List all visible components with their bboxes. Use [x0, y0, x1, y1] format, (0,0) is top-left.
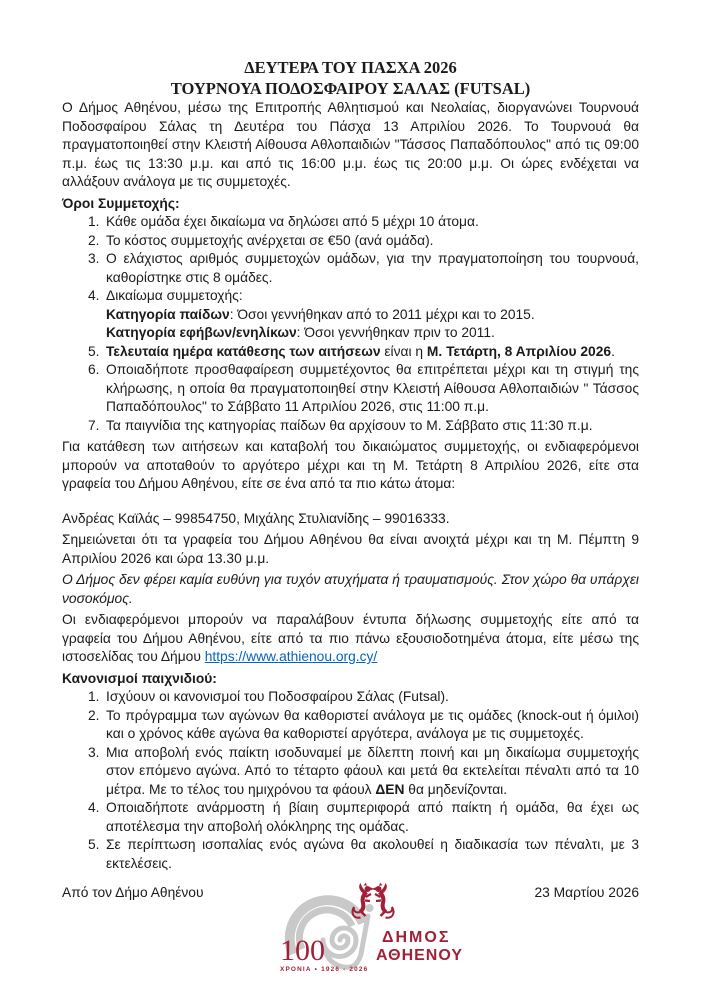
terms-heading: Όροι Συμμετοχής:: [62, 195, 180, 211]
rules-item-4: [62, 799, 639, 836]
terms-item-1-text: Κάθε ομάδα έχει δικαίωμα να δηλώσει από 5 μέχρι 10 άτομα.: [106, 214, 479, 229]
terms-item-7-text: Τα παιγνίδια της κατηγορίας παίδων θα αρχίσουν το Μ. Σάββατο στις 11:30 π.μ.: [106, 417, 593, 433]
list-number: 5.: [88, 343, 100, 359]
rules-item-3: [62, 744, 639, 800]
rules-item-5: [62, 836, 639, 873]
logo-org-line2: ΑΘΗΕΝΟΥ: [376, 947, 464, 964]
list-number: 3.: [88, 251, 100, 266]
terms-item-6: [62, 361, 639, 417]
terms-item-6-text: Οποιαδήποτε προσθαφαίρεση συμμετέχοντος θα επιτρέπεται μέχρι και τη στιγμή της κλήρωσης, η οποία θα πραγματοποιηθεί στην Κλειστή Αίθουσα Αθλοπαιδιών " Τάσσος Παπαδόπουλος" το Σάββατο 11 Απριλίου 2026, στις 11:00 π.μ.: [106, 362, 639, 414]
forms-paragraph-text: Οι ενδιαφερόμενοι μπορούν να παραλάβουν έντυπα δήλωσης συμμετοχής είτε από τα γραφεία του Δήμου Αθηένου, είτε από τα πιο πάνω εξουσιοδοτημένα άτομα, είτε μέσω της ιστοσελίδας του Δήμου: [62, 612, 639, 664]
terms-item-4-intro: Δικαίωμα συμμετοχής:: [106, 288, 243, 303]
disclaimer-paragraph: Ο Δήμος δεν φέρει καμία ευθύνη για τυχόν ατυχήματα ή τραυματισμούς. Στον χώρο θα υπάρχει νοσοκόμος.: [62, 572, 639, 606]
terms-item-2: [62, 232, 639, 251]
terms-list: [62, 213, 639, 435]
list-number: 4.: [88, 800, 100, 815]
category-children-text: : Όσοι γεννήθηκαν από το 2011 μέχρι και το 2015.: [229, 306, 535, 322]
category-adults-label: Κατηγορία εφήβων/ενηλίκων: [106, 325, 297, 340]
rules-item-4-text: Οποιαδήποτε ανάρμοστη ή βίαιη συμπεριφορά από παίκτη ή ομάδα, θα έχει ως αποτέλεσμα την αποβολή ολόκληρης της ομάδας.: [106, 800, 639, 834]
terms-item-5: [62, 343, 639, 362]
deadline-mid: είναι η: [380, 343, 427, 359]
deadline-label: Τελευταία ημέρα κατάθεσης των αιτήσεων: [106, 343, 381, 359]
page-title: ΔΕΥΤΕΡΑ ΤΟΥ ΠΑΣΧΑ 2026: [244, 58, 457, 77]
list-number: 5.: [88, 837, 100, 852]
rules-item-1-text: Ισχύουν οι κανονισμοί του Ποδοσφαίρου Σάλας (Futsal).: [106, 689, 449, 704]
rules-item-2: [62, 707, 639, 744]
rules-item-2-text: Το πρόγραμμα των αγώνων θα καθοριστεί ανάλογα με τις ομάδες (knock-out ή όμιλοι) και ο χρόνος κάθε αγώνα θα καθοριστεί αργότερα, ανάλογα με τις συμμετοχές.: [106, 707, 639, 741]
list-number: 7.: [88, 417, 100, 433]
municipality-logo: [266, 882, 466, 994]
list-number: 2.: [88, 232, 100, 248]
submission-paragraph: Για κατάθεση των αιτήσεων και καταβολή του δικαιώματος συμμετοχής, οι ενδιαφερόμενοι μπορούν να αποταθούν το αργότερο μέχρι και τη Μ. Τετάρτη 8 Απριλίου 2026, είτε στα γραφεία του Δήμου Αθηένου, είτε σε ένα από τα πιο κάτω άτομα:: [62, 439, 639, 491]
rules-item-3-emphasis: ΔΕΝ: [375, 781, 405, 797]
terms-item-3-text: Ο ελάχιστος αριθμός συμμετοχών ομάδων, για την πραγματοποίηση του τουρνουά, καθορίστηκε στις 8 ομάδες.: [106, 251, 639, 285]
rules-item-5-text: Σε περίπτωση ισοπαλίας ενός αγώνα θα ακολουθεί η διαδικασία των πέναλτι, με 3 εκτελέσεις.: [106, 837, 639, 871]
page-subtitle: ΤΟΥΡΝΟΥΑ ΠΟΔΟΣΦΑΙΡΟΥ ΣΑΛΑΣ (FUTSAL): [170, 79, 531, 98]
category-adults-text: : Όσοι γεννήθηκαν πριν το 2011.: [296, 325, 495, 340]
list-number: 1.: [88, 214, 100, 229]
category-children-label: Κατηγορία παίδων: [106, 306, 230, 322]
griffins-icon: [353, 883, 394, 918]
signature-sender: Από τον Δήμο Αθηένου: [62, 885, 204, 900]
signature-date: 23 Μαρτίου 2026: [534, 885, 639, 900]
logo-org-line1: ΔΗΜΟΣ: [382, 929, 451, 946]
rules-item-3-pre: Μια αποβολή ενός παίκτη ισοδυναμεί με δίλεπτη ποινή και μη δικαίωμα συμμετοχής στον επόμενο αγώνα. Από το τέταρτο φάουλ και μετά θα εκτελείται πέναλτι από τα 10 μέτρα. Με το τέλος του ημιχρόνου τα φάουλ: [106, 744, 639, 797]
offices-paragraph: Σημειώνεται ότι τα γραφεία του Δήμου Αθηένου θα είναι ανοιχτά μέχρι και τη Μ. Πέμπτη 9 Απριλίου 2026 και ώρα 13.30 μ.μ.: [62, 532, 639, 566]
terms-item-4: [62, 287, 639, 343]
intro-paragraph: Ο Δήμος Αθηένου, μέσω της Επιτροπής Αθλητισμού και Νεολαίας, διοργανώνει Τουρνουά Ποδοσφαίρου Σάλας τη Δευτέρα του Πάσχα 13 Απριλίου 2026. Το Τουρνουά θα πραγματοποιηθεί στην Κλειστή Αίθουσα Αθλοπαιδιών "Τάσσος Παπαδόπουλος" από τις 09:00 π.μ. έως τις 13:30 μ.μ. και από τις 16:00 μ.μ. έως τις 20:00 μ.μ. Οι ώρες ενδέχεται να αλλάξουν ανάλογα με τις συμμετοχές.: [62, 100, 639, 189]
terms-item-4-category-children: [106, 306, 639, 325]
website-link[interactable]: https://www.athienou.org.cy/: [204, 649, 378, 664]
list-number: 1.: [88, 689, 100, 704]
logo-centennial-years: ΧΡΟΝΙΑ • 1926 - 2026: [280, 966, 369, 973]
rules-item-3-post: θα μηδενίζονται.: [404, 781, 508, 797]
list-number: 4.: [88, 288, 100, 303]
terms-item-4-category-adults: [106, 324, 639, 343]
deadline-date: Μ. Τετάρτη, 8 Απριλίου 2026: [426, 343, 612, 359]
list-number: 6.: [88, 362, 100, 377]
forms-paragraph: [62, 611, 639, 667]
rules-heading: Κανονισμοί παιχνιδιού:: [62, 670, 217, 686]
list-number: 2.: [88, 707, 100, 723]
rules-list: [62, 688, 639, 873]
terms-item-2-text: Το κόστος συμμετοχής ανέρχεται σε €50 (ανά ομάδα).: [106, 232, 434, 248]
deadline-period: .: [611, 343, 615, 359]
logo-centennial-number: 100: [280, 934, 325, 967]
terms-item-3: [62, 250, 639, 287]
terms-item-7: [62, 417, 639, 436]
contacts-line: Ανδρέας Καϊλάς – 99854750, Μιχάλης Στυλιανίδης – 99016333.: [62, 510, 450, 526]
rules-item-1: [62, 688, 639, 707]
terms-item-1: [62, 213, 639, 232]
list-number: 3.: [88, 744, 100, 760]
